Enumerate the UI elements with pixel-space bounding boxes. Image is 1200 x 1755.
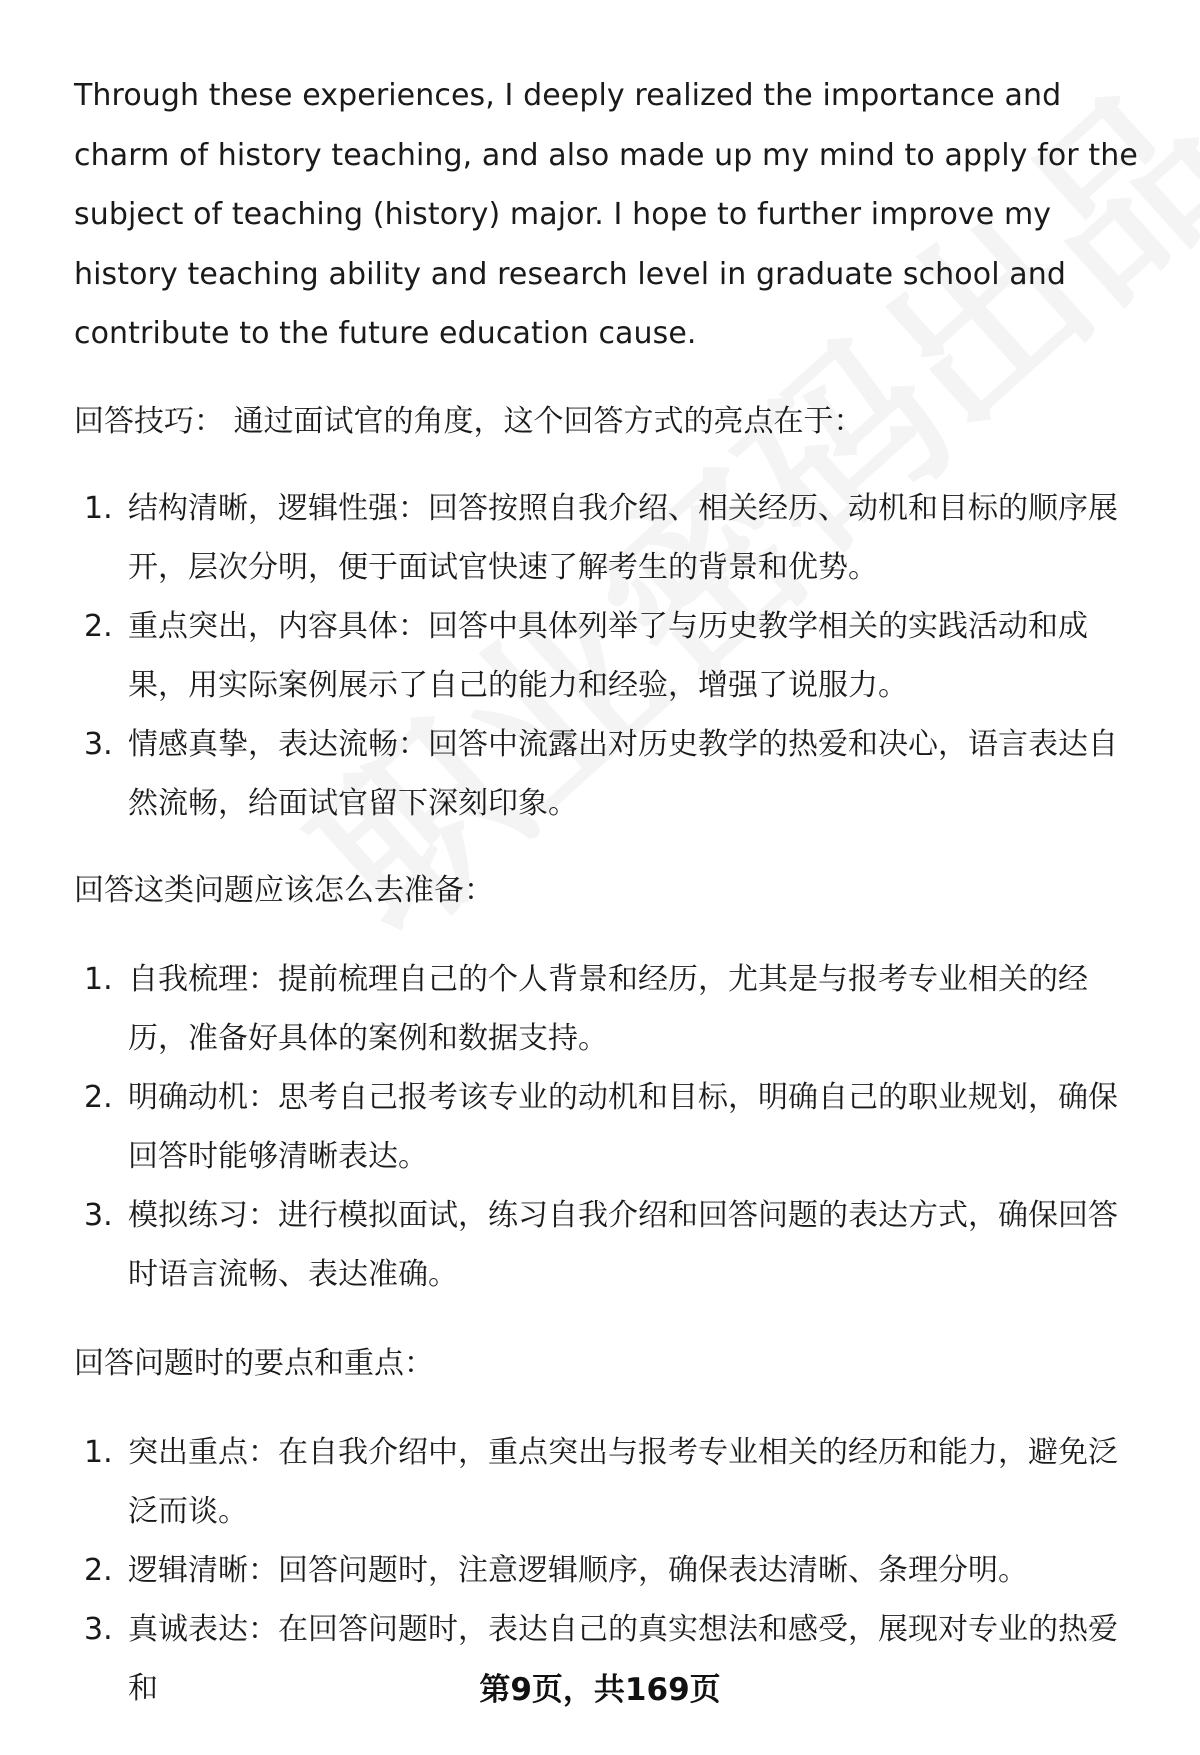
list-item-text: 突出重点：在自我介绍中，重点突出与报考专业相关的经历和能力，避免泛泛而谈。 [128,1434,1118,1529]
page-number-footer: 第9页，共169页 [479,1672,721,1708]
list-number: 1. [84,961,113,997]
list-item [74,950,1144,1068]
list-item [74,715,1144,833]
list-number: 1. [84,1434,113,1470]
list-item [74,597,1144,715]
list-item-text: 明确动机：思考自己报考该专业的动机和目标，明确自己的职业规划，确保回答时能够清晰表达。 [128,1079,1118,1174]
list-item-text: 逻辑清晰：回答问题时，注意逻辑顺序，确保表达清晰、条理分明。 [128,1552,1028,1588]
list-item-text: 真诚表达：在回答问题时，表达自己的真实想法和感受，展现对专业的热爱和 [128,1611,1118,1706]
list-item-text: 结构清晰，逻辑性强：回答按照自我介绍、相关经历、动机和目标的顺序展开，层次分明，便于面试官快速了解考生的背景和优势。 [128,490,1118,585]
section-heading-key-points: 回答问题时的要点和重点： [74,1345,434,1381]
list-number: 3. [84,1197,113,1233]
list-number: 1. [84,490,113,526]
document-page [74,66,1144,1718]
list-item [74,1068,1144,1186]
section-heading-preparation: 回答这类问题应该怎么去准备： [74,872,494,908]
list-item [74,1541,1144,1600]
preparation-list [74,950,1144,1304]
section-heading-answer-tips: 回答技巧： 通过面试官的角度，这个回答方式的亮点在于： [74,403,864,439]
intro-paragraph: Through these experiences, I deeply realized the importance and charm of history teaching, and also made up my mind to apply for the subject of teaching (history) major. I hope to further improve my history teaching ability and research level in graduate school and contribute to the future education cause. [74,78,1138,351]
list-item-text: 情感真挚，表达流畅：回答中流露出对历史教学的热爱和决心，语言表达自然流畅，给面试官留下深刻印象。 [128,726,1118,821]
list-number: 2. [84,1079,113,1115]
list-item-text: 自我梳理：提前梳理自己的个人背景和经历，尤其是与报考专业相关的经历，准备好具体的案例和数据支持。 [128,961,1088,1056]
answer-tips-list [74,479,1144,833]
list-item [74,1186,1144,1304]
list-number: 2. [84,608,113,644]
list-number: 2. [84,1552,113,1588]
list-number: 3. [84,726,113,762]
list-item [74,1423,1144,1541]
list-item-text: 重点突出，内容具体：回答中具体列举了与历史教学相关的实践活动和成果，用实际案例展示了自己的能力和经验，增强了说服力。 [128,608,1088,703]
list-item [74,479,1144,597]
list-item-text: 模拟练习：进行模拟面试，练习自我介绍和回答问题的表达方式，确保回答时语言流畅、表达准确。 [128,1197,1118,1292]
list-number: 3. [84,1611,113,1647]
